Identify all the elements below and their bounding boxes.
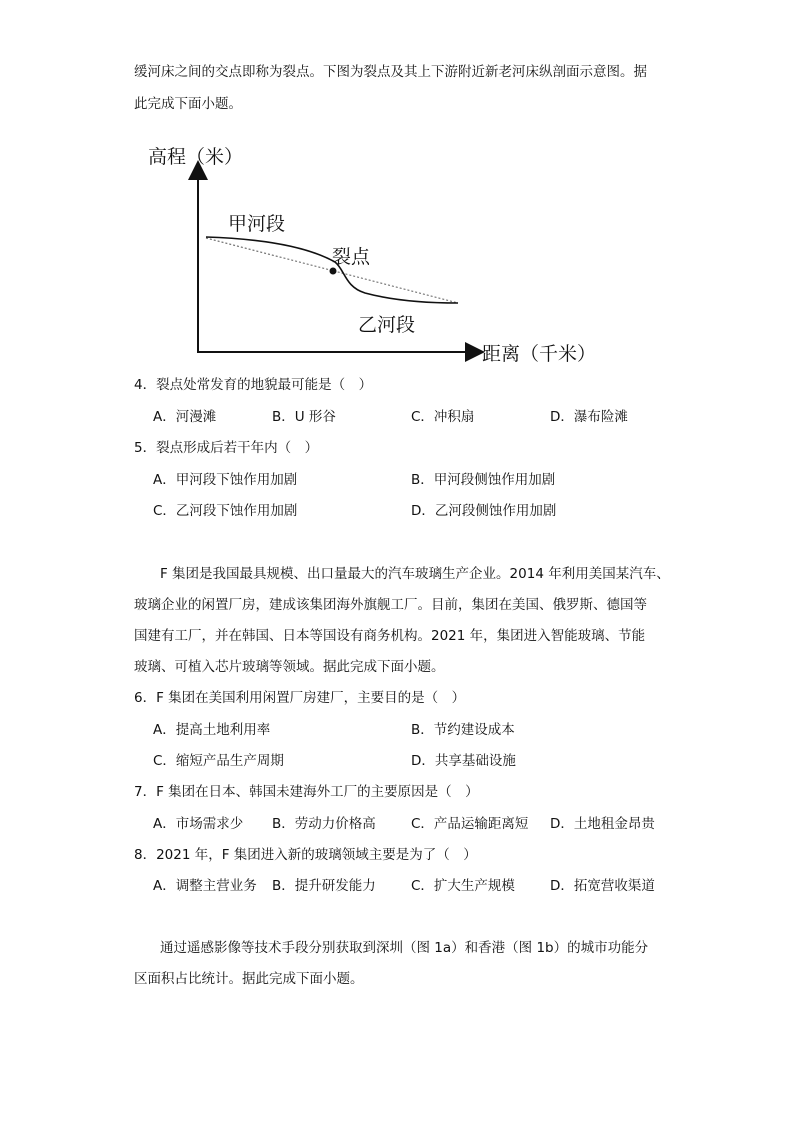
intro-line-2: 此完成下面小题。: [134, 96, 242, 112]
passage2-line-2: 玻璃企业的闲置厂房，建成该集团海外旗舰工厂。目前，集团在美国、俄罗斯、德国等: [134, 597, 647, 613]
river-profile-diagram: [140, 135, 620, 365]
q5-option-b[interactable]: B．甲河段侧蚀作用加剧: [411, 472, 556, 488]
q6-option-b[interactable]: B．节约建设成本: [411, 722, 515, 738]
q7-option-a[interactable]: A．市场需求少: [153, 816, 244, 832]
q7-option-d[interactable]: D．土地租金昂贵: [550, 816, 655, 832]
question-8-stem: 8．2021 年，F 集团进入新的玻璃领域主要是为了（ ）: [134, 847, 477, 863]
knickpoint-dot: [330, 268, 337, 275]
passage2-line-4: 玻璃、可植入芯片玻璃等领域。据此完成下面小题。: [134, 659, 445, 675]
intro-line-1: 缓河床之间的交点即称为裂点。下图为裂点及其上下游附近新老河床纵剖面示意图。据: [134, 64, 647, 80]
q6-option-a[interactable]: A．提高土地利用率: [153, 722, 271, 738]
passage3-line-1: 通过遥感影像等技术手段分别获取到深圳（图 1a）和香港（图 1b）的城市功能分: [160, 940, 649, 956]
q8-option-b[interactable]: B．提升研发能力: [272, 878, 376, 894]
q4-option-a[interactable]: A．河漫滩: [153, 409, 217, 425]
passage2-line-3: 国建有工厂，并在韩国、日本等国设有商务机构。2021 年，集团进入智能玻璃、节能: [134, 628, 646, 644]
q4-option-b[interactable]: B．U 形谷: [272, 409, 336, 425]
q6-option-d[interactable]: D．共享基础设施: [411, 753, 516, 769]
upper-reach-label: 甲河段: [228, 213, 286, 235]
q8-option-c[interactable]: C．扩大生产规模: [411, 878, 515, 894]
q7-option-b[interactable]: B．劳动力价格高: [272, 816, 376, 832]
passage2-line-1: F 集团是我国最具规模、出口量最大的汽车玻璃生产企业。2014 年利用美国某汽车、: [160, 566, 670, 582]
q6-option-c[interactable]: C．缩短产品生产周期: [153, 753, 284, 769]
question-5-stem: 5．裂点形成后若干年内（ ）: [134, 440, 319, 456]
q4-option-c[interactable]: C．冲积扇: [411, 409, 475, 425]
q5-option-d[interactable]: D．乙河段侧蚀作用加剧: [411, 503, 557, 519]
q5-option-c[interactable]: C．乙河段下蚀作用加剧: [153, 503, 298, 519]
lower-reach-label: 乙河段: [358, 314, 416, 336]
knickpoint-label: 裂点: [332, 246, 371, 268]
q7-option-c[interactable]: C．产品运输距离短: [411, 816, 529, 832]
x-axis-label: 距离（千米）: [482, 343, 597, 365]
passage3-line-2: 区面积占比统计。据此完成下面小题。: [134, 971, 364, 987]
question-4-stem: 4．裂点处常发育的地貌最可能是（ ）: [134, 377, 373, 393]
question-6-stem: 6．F 集团在美国利用闲置厂房建厂，主要目的是（ ）: [134, 690, 466, 706]
q8-option-a[interactable]: A．调整主营业务: [153, 878, 257, 894]
question-7-stem: 7．F 集团在日本、韩国未建海外工厂的主要原因是（ ）: [134, 784, 479, 800]
q8-option-d[interactable]: D．拓宽营收渠道: [550, 878, 655, 894]
q5-option-a[interactable]: A．甲河段下蚀作用加剧: [153, 472, 298, 488]
y-axis-label: 高程（米）: [148, 146, 244, 168]
q4-option-d[interactable]: D．瀑布险滩: [550, 409, 628, 425]
